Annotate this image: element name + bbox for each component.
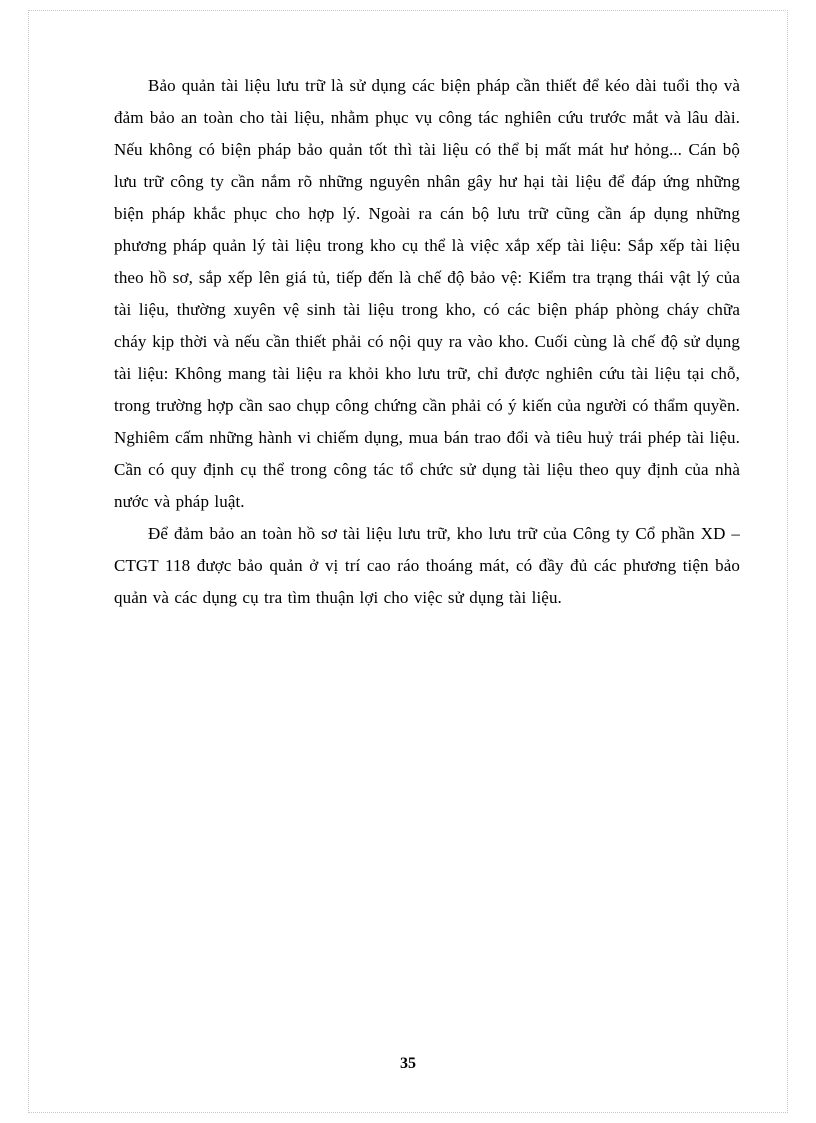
document-body (114, 70, 740, 614)
paragraph-preservation: Bảo quản tài liệu lưu trữ là sử dụng các biện pháp cần thiết để kéo dài tuổi thọ và đảm bảo an toàn cho tài liệu, nhằm phục vụ công tác nghiên cứu trước mắt và lâu dài. Nếu không có biện pháp bảo quản tốt thì tài liệu có thể bị mất mát hư hỏng... Cán bộ lưu trữ công ty cần nắm rõ những nguyên nhân gây hư hại tài liệu để đáp ứng những biện pháp khắc phục cho hợp lý. Ngoài ra cán bộ lưu trữ cũng cần áp dụng những phương pháp quản lý tài liệu trong kho cụ thể là việc xắp xếp tài liệu: Sắp xếp tài liệu theo hồ sơ, sắp xếp lên giá tủ, tiếp đến là chế độ bảo vệ: Kiểm tra trạng thái vật lý của tài liệu, thường xuyên vệ sinh tài liệu trong kho, có các biện pháp phòng cháy chữa cháy kịp thời và nếu cần thiết phải có nội quy ra vào kho. Cuối cùng là chế độ sử dụng tài liệu: Không mang tài liệu ra khỏi kho lưu trữ, chỉ được nghiên cứu tài liệu tại chỗ, trong trường hợp cần sao chụp công chứng cần phải có ý kiến của người có thẩm quyền. Nghiêm cấm những hành vi chiếm dụng, mua bán trao đổi và tiêu huỷ trái phép tài liệu. Cần có quy định cụ thể trong công tác tổ chức sử dụng tài liệu theo quy định của nhà nước và pháp luật. (114, 76, 740, 511)
paragraph-storage-safety: Để đảm bảo an toàn hồ sơ tài liệu lưu trữ, kho lưu trữ của Công ty Cổ phần XD – CTGT 118 được bảo quản ở vị trí cao ráo thoáng mát, có đầy đủ các phương tiện bảo quản và các dụng cụ tra tìm thuận lợi cho việc sử dụng tài liệu. (114, 524, 740, 607)
page-number: 35 (400, 1055, 416, 1072)
